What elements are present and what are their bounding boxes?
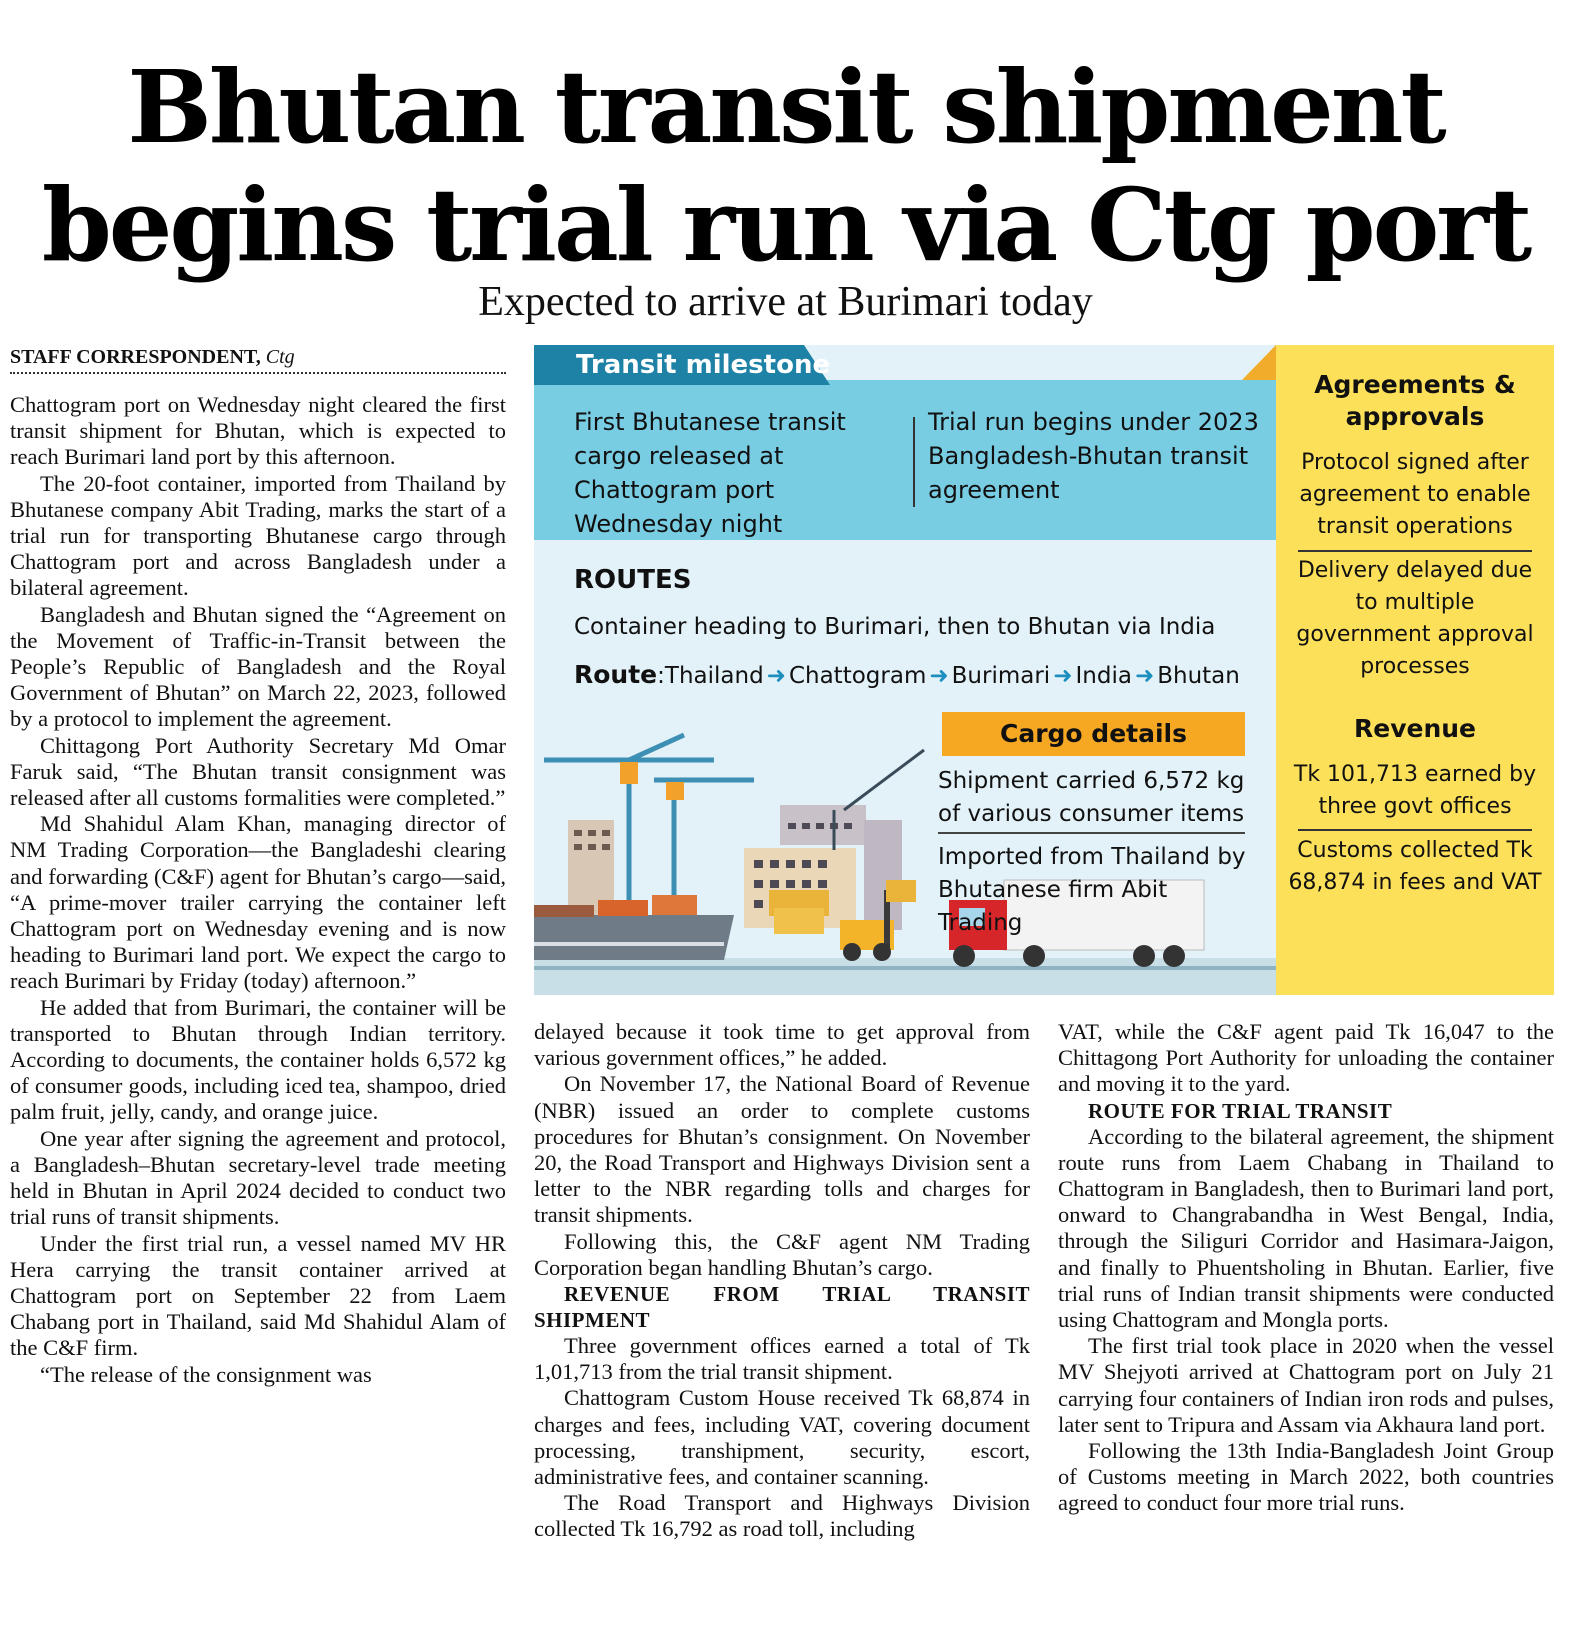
route-stop: Bhutan [1157,663,1240,689]
routes-title: ROUTES [574,565,692,595]
infographic [534,345,1554,995]
article-column-2 [534,1019,1030,1619]
paragraph: Three government offices earned a total of Tk 1,01,713 from the trial transit shipment. [534,1333,1030,1385]
paragraph: Under the first trial run, a vessel named MV HR Hera carrying the transit container arrived at Chattogram port on September 22 from Laem Chabang port in Thailand, said Md Shahidul Alam of the C&F firm. [10,1230,506,1361]
article-column-1 [10,392,506,1622]
route-stop: Thailand [664,663,764,689]
arrow-right-icon: ➜ [929,663,949,689]
headline-line-2: begins trial run via Ctg port [41,166,1530,284]
agreements-item: Protocol signed after agreement to enable transit operations [1299,450,1531,539]
milestone-label: Transit milestone [576,350,831,380]
byline-author: STAFF CORRESPONDENT, [10,346,261,368]
side-divider [1298,550,1532,552]
side-divider [1298,829,1532,831]
milestone-divider [913,417,915,507]
subheadline: Expected to arrive at Burimari today [478,279,1093,325]
paragraph: Chattogram Custom House received Tk 68,874 in charges and fees, including VAT, covering document processing, transhipment, security, escort, administrative fees, and container scanning. [534,1385,1030,1490]
route-label: Route [574,660,658,689]
arrow-right-icon: ➜ [1053,663,1073,689]
cargo-details-title: Cargo details [942,712,1245,756]
infographic-side-panel [1276,345,1554,995]
arrow-right-icon: ➜ [766,663,786,689]
route-stop: Chattogram [788,663,927,689]
cargo-item: Imported from Thailand by Bhutanese firm Abit Trading [938,844,1246,936]
routes-description: Container heading to Burimari, then to Bhutan via India [574,614,1216,640]
paragraph: VAT, while the C&F agent paid Tk 16,047 to the Chittagong Port Authority for unloading the container and moving it to the yard. [1058,1019,1554,1097]
route-stop: Burimari [951,663,1051,689]
paragraph: The first trial took place in 2020 when the vessel MV Shejyoti arrived at Chattogram port on July 21 carrying four containers of Indian iron rods and pulses, later sent to Tripura and Assam via Akhaura land port. [1058,1333,1554,1437]
paragraph: One year after signing the agreement and protocol, a Bangladesh–Bhutan secretary-level trade meeting held in Bhutan in April 2024 decided to conduct two trial runs of transit shipments. [10,1125,506,1230]
paragraph: Chattogram port on Wednesday night cleared the first transit shipment for Bhutan, which is expected to reach Burimari land port by this afternoon. [10,392,506,470]
milestone-right-text: Trial run begins under 2023 Bangladesh-Bhutan transit agreement [928,408,1259,504]
paragraph: Following this, the C&F agent NM Trading Corporation began handling Bhutan’s cargo. [534,1228,1030,1280]
paragraph: Chittagong Port Authority Secretary Md Omar Faruk said, “The Bhutan transit consignment was released after all customs formalities were completed.” [10,732,506,811]
paragraph: Bangladesh and Bhutan signed the “Agreement on the Movement of Traffic-in-Transit between the People’s Republic of Bangladesh and the Royal Government of Bhutan” on March 22, 2023, followed by a protocol to implement the agreement. [10,601,506,732]
route-line: Route:Thailand ➜ Chattogram ➜ Burimari ➜ India ➜ Bhutan [574,660,1240,689]
byline-location: Ctg [265,346,295,368]
arrow-right-icon: ➜ [1134,663,1155,689]
paragraph: Following the 13th India-Bangladesh Joint Group of Customs meeting in March 2022, both countries agreed to conduct four more trial runs. [1058,1438,1554,1516]
paragraph: He added that from Burimari, the container will be transported to Bhutan through Indian territory. According to documents, the container holds 6,572 kg of consumer goods, including iced tea, shampoo, dried palm fruit, jelly, candy, and orange juice. [10,994,506,1125]
paragraph: delayed because it took time to get approval from various government offices,” he added. [534,1019,1030,1071]
revenue-title: Revenue [1353,714,1476,743]
revenue-item: Tk 101,713 earned by three govt offices [1293,762,1537,819]
paragraph: According to the bilateral agreement, the shipment route runs from Laem Chabang in Thailand to Chattogram in Bangladesh, then to Burimari land port, onward to Changrabandha in West Bengal, India, through the Siliguri Corridor and Hasimara-Jaigon, and finally to Phuentsholing in Bhutan. Earlier, five trial runs of Indian transit shipments were conducted using Chattogram and Mongla ports. [1058,1123,1554,1333]
cargo-divider [938,832,1245,834]
infographic-main-panel [534,345,1276,995]
headline-line-1: Bhutan transit shipment [127,48,1444,166]
milestone-left-text: First Bhutanese transit cargo released at Chattogram port Wednesday night [574,408,846,538]
agreements-item: Delivery delayed due to multiple government approval processes [1296,558,1534,679]
route-stop: India [1075,663,1132,689]
cargo-item: Shipment carried 6,572 kg of various consumer items [938,768,1245,827]
paragraph: “The release of the consignment was [40,1361,372,1387]
paragraph: Md Shahidul Alam Khan, managing director of NM Trading Corporation—the Bangladeshi clearing and forwarding (C&F) agent for Bhutan’s cargo—said, “A prime-mover trailer carrying the container left Chattogram port on Wednesday evening and is now heading to Burimari land port. We expect the cargo to reach Burimari by Friday (today) afternoon.” [10,811,506,994]
section-heading: ROUTE FOR TRIAL TRANSIT [1088,1098,1393,1123]
article-column-3 [1058,1019,1554,1619]
paragraph: The Road Transport and Highways Division collected Tk 16,792 as road toll, including [534,1490,1030,1542]
headline [0,48,1571,284]
agreements-title: Agreements & approvals [1314,370,1516,431]
paragraph: The 20-foot container, imported from Thailand by Bhutanese company Abit Trading, marks the start of a trial run for transporting Bhutanese cargo through Chattogram port and across Bangladesh under a bilateral agreement. [10,470,506,601]
byline [10,344,506,374]
revenue-item: Customs collected Tk 68,874 in fees and VAT [1288,838,1542,895]
section-heading: REVENUE FROM TRIAL TRANSIT SHIPMENT [534,1282,1030,1333]
paragraph: On November 17, the National Board of Revenue (NBR) issued an order to complete customs procedures for Bhutan’s consignment. On November 20, the Road Transport and Highways Division sent a letter to the NBR regarding tolls and charges for transit shipments. [534,1071,1030,1228]
